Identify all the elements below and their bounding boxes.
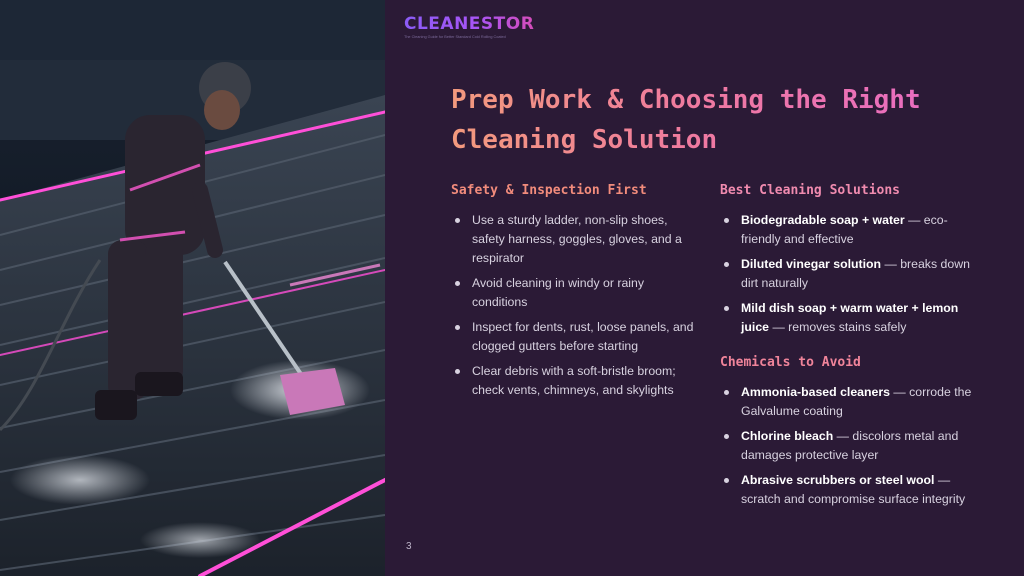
list-item: Diluted vinegar solution — breaks down dirt naturally — [720, 255, 980, 293]
bullet-icon — [724, 262, 729, 267]
bullet-icon — [724, 306, 729, 311]
list-item: Mild dish soap + warm water + lemon juice — removes stains safely — [720, 299, 980, 337]
bullet-icon — [724, 478, 729, 483]
bullet-icon — [455, 325, 460, 330]
chemicals-heading: Chemicals to Avoid — [720, 355, 861, 370]
list-item: Abrasive scrubbers or steel wool — scratch and compromise surface integrity — [720, 471, 980, 509]
list-item: Ammonia-based cleaners — corrode the Galvalume coating — [720, 383, 980, 421]
list-item: Biodegradable soap + water — eco-friendly and effective — [720, 211, 980, 249]
bullet-icon — [724, 390, 729, 395]
roof-illustration — [0, 0, 385, 576]
list-item: Use a sturdy ladder, non-slip shoes, safety harness, goggles, gloves, and a respirator — [451, 211, 701, 268]
bullet-icon — [455, 369, 460, 374]
bullet-icon — [724, 434, 729, 439]
logo-tagline: The Cleaning Guide for Better Standard Cold Rolling Coated — [404, 35, 506, 39]
list-item: Clear debris with a soft-bristle broom; check vents, chimneys, and skylights — [451, 362, 701, 400]
solutions-column — [720, 181, 980, 515]
bullet-icon — [455, 218, 460, 223]
safety-column — [451, 181, 701, 406]
safety-heading: Safety & Inspection First — [451, 183, 647, 198]
list-item: Chlorine bleach — discolors metal and damages protective layer — [720, 427, 980, 465]
solutions-heading: Best Cleaning Solutions — [720, 183, 901, 198]
list-item: Avoid cleaning in windy or rainy conditions — [451, 274, 701, 312]
chemicals-list — [720, 383, 980, 509]
logo-wordmark: CLEANESTOR — [404, 14, 564, 34]
solutions-list — [720, 211, 980, 337]
page-number: 3 — [406, 541, 412, 552]
safety-list — [451, 211, 701, 400]
bullet-icon — [455, 281, 460, 286]
bullet-icon — [724, 218, 729, 223]
slide-title: Prep Work & Choosing the Right Cleaning Solution — [451, 80, 991, 160]
cleanestor-logo — [404, 14, 564, 39]
roof-cleaning-photo — [0, 0, 385, 576]
list-item: Inspect for dents, rust, loose panels, and clogged gutters before starting — [451, 318, 701, 356]
